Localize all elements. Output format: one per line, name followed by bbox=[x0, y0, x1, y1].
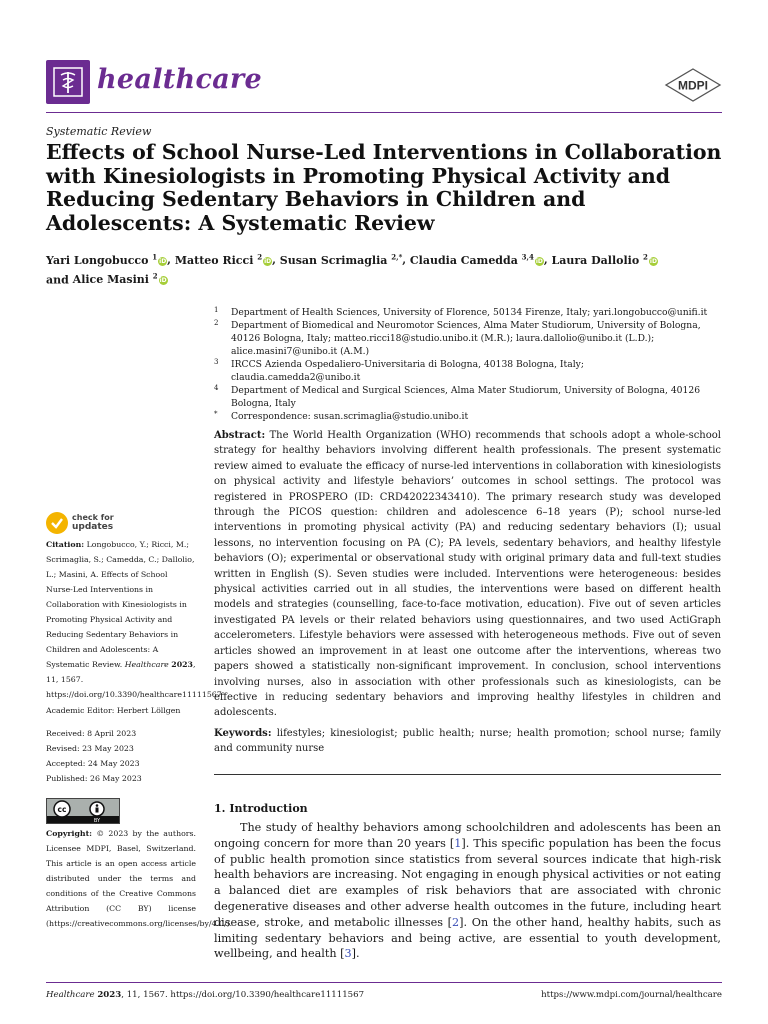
author[interactable]: Alice Masini $^2$iD bbox=[72, 271, 167, 287]
affiliation: Department of Health Sciences, University of Florence, 50134 Firenze, Italy; yari.longobucco@unifi.it bbox=[231, 307, 708, 318]
svg-text:BY: BY bbox=[93, 818, 101, 823]
affiliation: Department of Medical and Surgical Sciences, Alma Mater Studiorum, University of Bologna, 40126 Bologna, Italy bbox=[231, 385, 701, 409]
affiliation: Department of Biomedical and Neuromotor Sciences, Alma Mater Studiorum, University of Bologna, 40126 Bologna, Italy; matteo.ricci18@studio.unibo.it (M.R.); laura.dallolio@unibo.it (L.D.); alice.masini7@unibo.it (A.M.) bbox=[231, 320, 701, 357]
article-title: Effects of School Nurse-Led Interventions in Collaboration with Kinesiologists in Promoting Physical Activity and Reducing Sedentary Behaviors in Children and Adolescents: A Systematic Review bbox=[46, 140, 722, 235]
keywords: Keywords: lifestyles; kinesiologist; public health; nurse; health promotion; school nurse; family and community nurse bbox=[214, 728, 721, 755]
copyright-notice: Copyright: © 2023 by the authors. Licensee MDPI, Basel, Switzerland. This article is an open access article distributed under the terms and conditions of the Creative Commons Attribution (CC BY) license (https://creativecommons.org/licenses/by/4.0/). bbox=[46, 829, 233, 928]
orcid-icon[interactable]: iD bbox=[264, 257, 272, 265]
orcid-icon[interactable]: iD bbox=[159, 277, 167, 285]
reference-link[interactable]: 3 bbox=[344, 947, 352, 961]
orcid-icon[interactable]: iD bbox=[649, 257, 657, 265]
publication-dates: Received: 8 April 2023 Revised: 23 May 2023 Accepted: 24 May 2023 Published: 26 May 2023 bbox=[46, 729, 142, 783]
author-list: Yari Longobucco $^1$iD, Matteo Ricci $^2$iD, Susan Scrimaglia $^{2,*}$, Claudia Camedda $^{3,4}$iD, Laura Dallolio $^2$iD and Alice Masini $^2$iD bbox=[46, 252, 657, 287]
journal-name: healthcare bbox=[97, 64, 262, 95]
footer-divider bbox=[46, 982, 722, 983]
header-divider bbox=[46, 112, 722, 113]
publisher-name: MDPI bbox=[678, 78, 708, 93]
section-divider bbox=[214, 774, 721, 775]
article-type: Systematic Review bbox=[46, 125, 152, 138]
cc-by-license-badge[interactable] bbox=[46, 798, 120, 824]
affiliations: 1 Department of Health Sciences, University of Florence, 50134 Firenze, Italy; yari.longobucco@unifi.it 2 Department of Biomedical and Neuromotor Sciences, Alma Mater Studiorum, University of Bologna, 40126 Bologna, Italy; matteo.ricci18@studio.unibo.it (M.R.); laura.dallolio@unibo.it (L.D.); alice.masini7@unibo.it (A.M.) 3 IRCCS Azienda Ospedaliero-Universitaria di Bologna, 40138 Bologna, Italy; claudia.camedda2@unibo.it 4 Department of Medical and Surgical Sciences, Alma Mater Studiorum, University of Bologna, 40126 Bologna, Italy * Correspondence: susan.scrimaglia@studio.unibo.it bbox=[214, 306, 714, 423]
caduceus-icon bbox=[52, 66, 84, 98]
orcid-icon[interactable]: iD bbox=[535, 257, 543, 265]
author[interactable]: Matteo Ricci $^2$iD bbox=[174, 252, 272, 267]
check-for-updates-button[interactable]: check for updates bbox=[46, 512, 166, 534]
journal-logo bbox=[46, 60, 90, 104]
mdpi-logo bbox=[664, 68, 722, 102]
introduction-paragraph: The study of healthy behaviors among schoolchildren and adolescents has been an ongoing concern for more than 20 years [1]. This specific population has been the focus of public health promotion since statistics from several sources indicate that high-risk health behaviors are increasing. Not engaging in enough physical activities or not eating a balanced diet are examples of risk behaviors that are associated with chronic degenerative diseases and other adverse health outcomes in the future, including heart disease, stroke, and metabolic illnesses [2]. On the other hand, healthy habits, such as limiting sedentary behaviors and being active, are essential to youth development, wellbeing, and health [3]. bbox=[214, 821, 721, 961]
citation-block: Citation: Longobucco, Y.; Ricci, M.; Scrimaglia, S.; Camedda, C.; Dallolio, L.; Masini, A. Effects of School Nurse-Led Interventions in Collaboration with Kinesiologists in Promoting Physical Activity and Reducing Sedentary Behaviors in Children and Adolescents: A Systematic Review. Healthcare 2023, 11, 1567. https://doi.org/10.3390/healthcare11111567 bbox=[46, 540, 222, 699]
affiliation: IRCCS Azienda Ospedaliero-Universitaria di Bologna, 40138 Bologna, Italy; claudia.camedda2@unibo.it bbox=[231, 359, 584, 383]
section-heading: 1. Introduction bbox=[214, 802, 308, 815]
author[interactable]: Yari Longobucco $^1$iD bbox=[46, 252, 167, 267]
reference-link[interactable]: 1 bbox=[454, 836, 462, 850]
citation-doi-link[interactable]: , 11, 1567. https://doi.org/10.3390/healthcare11111567 bbox=[46, 660, 222, 699]
footer-doi-link[interactable]: , 11, 1567. https://doi.org/10.3390/healthcare11111567 bbox=[121, 990, 365, 1000]
author[interactable]: Claudia Camedda $^{3,4}$iD bbox=[409, 252, 543, 267]
abstract: Abstract: The World Health Organization (WHO) recommends that schools adopt a whole-school strategy for healthy behaviors involving different health professionals. The present systematic review aimed to evaluate the efficacy of nurse-led interventions in collaboration with kinesiologists on physical activity and lifestyle behaviors’ outcomes in school settings. The protocol was registered in PROSPERO (ID: CRD42022343410). The primary research study was developed through the PICOS question: children and adolescence 6–18 years (P); school nurse-led interventions in promoting physical activity (PA) and reducing sedentary behaviors (I); usual lessons, no intervention focusing on PA (C); PA levels, sedentary behaviors, and healthy lifestyle behaviors (O); experimental or observational study with original primary data and full-text studies written in English (S). Seven studies were included. Interventions were heterogeneous: besides physical activities carried out in all studies, the interventions were based on different health models and strategies (counselling, face-to-face motivation, education). Five out of seven articles investigated PA levels or their related behaviors using questionnaires, and two used ActiGraph accelerometers. Lifestyle behaviors were assessed with heterogeneous methods. Five out of seven articles showed an improvement in at least one outcome after the interventions, whereas two papers showed a statistically non-significant improvement. In conclusion, school interventions involving nurses, also in association with other professionals such as kinesiologists, can be effective in reducing sedentary behaviors and improving healthy lifestyles in children and adolescents. bbox=[214, 430, 721, 719]
author[interactable]: Susan Scrimaglia $^{2,*}$ bbox=[279, 252, 403, 267]
svg-text:cc: cc bbox=[57, 805, 67, 814]
correspondence: Correspondence: susan.scrimaglia@studio.unibo.it bbox=[231, 411, 469, 422]
academic-editor: Academic Editor: Herbert Löllgen bbox=[46, 706, 181, 715]
orcid-icon[interactable]: iD bbox=[159, 257, 167, 265]
reference-link[interactable]: 2 bbox=[452, 915, 460, 929]
check-updates-icon bbox=[46, 512, 68, 534]
author[interactable]: Laura Dallolio $^2$iD bbox=[551, 252, 657, 267]
footer-citation: Healthcare 2023, 11, 1567. https://doi.org/10.3390/healthcare11111567 bbox=[46, 990, 365, 1000]
footer-journal-link[interactable]: https://www.mdpi.com/journal/healthcare bbox=[541, 990, 722, 1000]
